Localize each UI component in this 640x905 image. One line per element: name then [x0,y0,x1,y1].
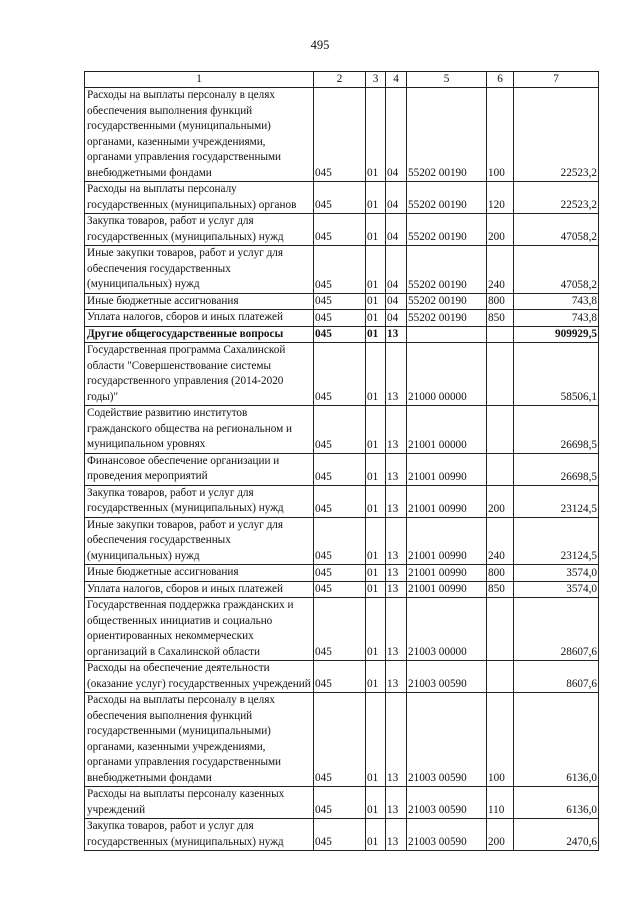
section-code-cell: 01 [366,485,386,517]
row-name-cell: Расходы на выплаты персоналу государственных (муниципальных) органов [85,182,314,214]
admin-code-cell: 045 [314,565,366,582]
table-row [85,693,599,787]
target-article-cell: 55202 00190 [407,246,487,294]
expense-type-cell: 800 [487,293,514,310]
subsection-code-cell: 04 [386,88,407,182]
expense-type-cell [487,343,514,406]
table-row [85,819,599,851]
subsection-code-cell: 13 [386,693,407,787]
header-cell: 2 [314,72,366,88]
section-code-cell: 01 [366,565,386,582]
table-row [85,214,599,246]
amount-cell: 28607,6 [514,598,599,661]
amount-cell: 8607,6 [514,661,599,693]
subsection-code-cell: 04 [386,182,407,214]
admin-code-cell: 045 [314,343,366,406]
amount-cell: 26698,5 [514,453,599,485]
subsection-code-cell: 04 [386,246,407,294]
admin-code-cell: 045 [314,598,366,661]
amount-cell: 58506,1 [514,343,599,406]
row-name-cell: Расходы на обеспечение деятельности (оказание услуг) государственных учреждений [85,661,314,693]
table-row [85,182,599,214]
target-article-cell: 21001 00990 [407,517,487,565]
subsection-code-cell: 13 [386,565,407,582]
target-article-cell: 21001 00990 [407,581,487,598]
section-code-cell: 01 [366,581,386,598]
expense-type-cell [487,326,514,343]
section-code-cell: 01 [366,406,386,454]
section-code-cell: 01 [366,787,386,819]
section-code-cell: 01 [366,693,386,787]
table-row [85,246,599,294]
table-row [85,343,599,406]
expense-type-cell: 240 [487,517,514,565]
expense-type-cell: 120 [487,182,514,214]
target-article-cell: 55202 00190 [407,310,487,327]
row-name-cell: Расходы на выплаты персоналу казенных учреждений [85,787,314,819]
amount-cell: 6136,0 [514,787,599,819]
section-code-cell: 01 [366,517,386,565]
table-row [85,485,599,517]
target-article-cell: 21003 00590 [407,787,487,819]
section-code-cell: 01 [366,326,386,343]
section-code-cell: 01 [366,453,386,485]
section-code-cell: 01 [366,293,386,310]
admin-code-cell: 045 [314,581,366,598]
target-article-cell: 21001 00000 [407,406,487,454]
subsection-code-cell: 13 [386,343,407,406]
subsection-code-cell: 13 [386,787,407,819]
row-name-cell: Закупка товаров, работ и услуг для государственных (муниципальных) нужд [85,214,314,246]
header-cell: 4 [386,72,407,88]
target-article-cell: 55202 00190 [407,88,487,182]
admin-code-cell: 045 [314,661,366,693]
row-name-cell: Уплата налогов, сборов и иных платежей [85,310,314,327]
subsection-code-cell: 13 [386,598,407,661]
expense-type-cell: 200 [487,214,514,246]
table-row [85,406,599,454]
subsection-code-cell: 04 [386,214,407,246]
subsection-code-cell: 04 [386,293,407,310]
target-article-cell: 21001 00990 [407,453,487,485]
table-body [85,72,599,851]
subsection-code-cell: 13 [386,406,407,454]
expense-type-cell [487,661,514,693]
row-name-cell: Содействие развитию институтов гражданского общества на региональном и муниципальном уровнях [85,406,314,454]
page-number: 495 [310,38,330,52]
subsection-code-cell: 13 [386,661,407,693]
header-cell: 5 [407,72,487,88]
admin-code-cell: 045 [314,406,366,454]
admin-code-cell: 045 [314,326,366,343]
amount-cell: 22523,2 [514,182,599,214]
admin-code-cell: 045 [314,182,366,214]
header-row [85,72,599,88]
target-article-cell: 55202 00190 [407,214,487,246]
expense-type-cell: 200 [487,485,514,517]
section-code-cell: 01 [366,598,386,661]
amount-cell: 23124,5 [514,517,599,565]
section-code-cell: 01 [366,182,386,214]
subsection-code-cell: 13 [386,819,407,851]
admin-code-cell: 045 [314,517,366,565]
target-article-cell [407,326,487,343]
section-code-cell: 01 [366,343,386,406]
section-code-cell: 01 [366,246,386,294]
expense-type-cell: 100 [487,88,514,182]
header-cell: 1 [85,72,314,88]
expense-type-cell: 200 [487,819,514,851]
amount-cell: 3574,0 [514,565,599,582]
row-name-cell: Финансовое обеспечение организации и проведения мероприятий [85,453,314,485]
subsection-code-cell: 13 [386,326,407,343]
table-row [85,453,599,485]
target-article-cell: 21003 00000 [407,598,487,661]
target-article-cell: 21001 00990 [407,485,487,517]
row-name-cell: Иные бюджетные ассигнования [85,293,314,310]
admin-code-cell: 045 [314,453,366,485]
amount-cell: 22523,2 [514,88,599,182]
table-row [85,598,599,661]
subsection-code-cell: 04 [386,310,407,327]
target-article-cell: 55202 00190 [407,293,487,310]
target-article-cell: 21001 00990 [407,565,487,582]
admin-code-cell: 045 [314,246,366,294]
expense-type-cell: 850 [487,310,514,327]
section-code-cell: 01 [366,214,386,246]
expense-type-cell: 800 [487,565,514,582]
row-name-cell: Иные закупки товаров, работ и услуг для обеспечения государственных (муниципальных) нужд [85,517,314,565]
row-name-cell: Закупка товаров, работ и услуг для государственных (муниципальных) нужд [85,819,314,851]
expense-type-cell [487,453,514,485]
header-cell: 7 [514,72,599,88]
row-name-cell: Закупка товаров, работ и услуг для государственных (муниципальных) нужд [85,485,314,517]
amount-cell: 23124,5 [514,485,599,517]
admin-code-cell: 045 [314,787,366,819]
row-name-cell: Иные закупки товаров, работ и услуг для обеспечения государственных (муниципальных) нужд [85,246,314,294]
subsection-code-cell: 13 [386,581,407,598]
row-name-cell: Государственная поддержка гражданских и общественных инициатив и социально ориентированных некоммерческих организаций в Сахалинской области [85,598,314,661]
header-cell: 6 [487,72,514,88]
expense-type-cell [487,406,514,454]
target-article-cell: 55202 00190 [407,182,487,214]
section-code-cell: 01 [366,661,386,693]
section-code-cell: 01 [366,819,386,851]
row-name-cell: Иные бюджетные ассигнования [85,565,314,582]
subsection-code-cell: 13 [386,517,407,565]
target-article-cell: 21003 00590 [407,819,487,851]
expense-type-cell [487,598,514,661]
target-article-cell: 21003 00590 [407,661,487,693]
target-article-cell: 21003 00590 [407,693,487,787]
row-name-cell: Уплата налогов, сборов и иных платежей [85,581,314,598]
expense-type-cell: 100 [487,693,514,787]
target-article-cell: 21000 00000 [407,343,487,406]
table-row [85,310,599,327]
admin-code-cell: 045 [314,310,366,327]
table-row [85,517,599,565]
table-row [85,326,599,343]
section-code-cell: 01 [366,88,386,182]
table-row [85,581,599,598]
table-row [85,787,599,819]
row-name-cell: Государственная программа Сахалинской области "Совершенствование системы государственного управления (2014-2020 годы)" [85,343,314,406]
subsection-code-cell: 13 [386,485,407,517]
row-name-cell: Расходы на выплаты персоналу в целях обеспечения выполнения функций государственными (муниципальными) органами, казенными учреждениями, органами управления государственными внебюджетными фондами [85,88,314,182]
section-code-cell: 01 [366,310,386,327]
admin-code-cell: 045 [314,214,366,246]
table-row [85,88,599,182]
amount-cell: 909929,5 [514,326,599,343]
admin-code-cell: 045 [314,293,366,310]
expense-type-cell: 240 [487,246,514,294]
admin-code-cell: 045 [314,693,366,787]
table-row [85,293,599,310]
subsection-code-cell: 13 [386,453,407,485]
table-row [85,661,599,693]
amount-cell: 26698,5 [514,406,599,454]
row-name-cell: Другие общегосударственные вопросы [85,326,314,343]
amount-cell: 6136,0 [514,693,599,787]
row-name-cell: Расходы на выплаты персоналу в целях обеспечения выполнения функций государственными (муниципальными) органами, казенными учреждениями, органами управления государственными внебюджетными фондами [85,693,314,787]
admin-code-cell: 045 [314,88,366,182]
amount-cell: 3574,0 [514,581,599,598]
amount-cell: 743,8 [514,293,599,310]
admin-code-cell: 045 [314,819,366,851]
table-row [85,565,599,582]
amount-cell: 47058,2 [514,246,599,294]
amount-cell: 743,8 [514,310,599,327]
header-cell: 3 [366,72,386,88]
admin-code-cell: 045 [314,485,366,517]
budget-table [84,71,599,851]
amount-cell: 47058,2 [514,214,599,246]
expense-type-cell: 850 [487,581,514,598]
expense-type-cell: 110 [487,787,514,819]
amount-cell: 2470,6 [514,819,599,851]
